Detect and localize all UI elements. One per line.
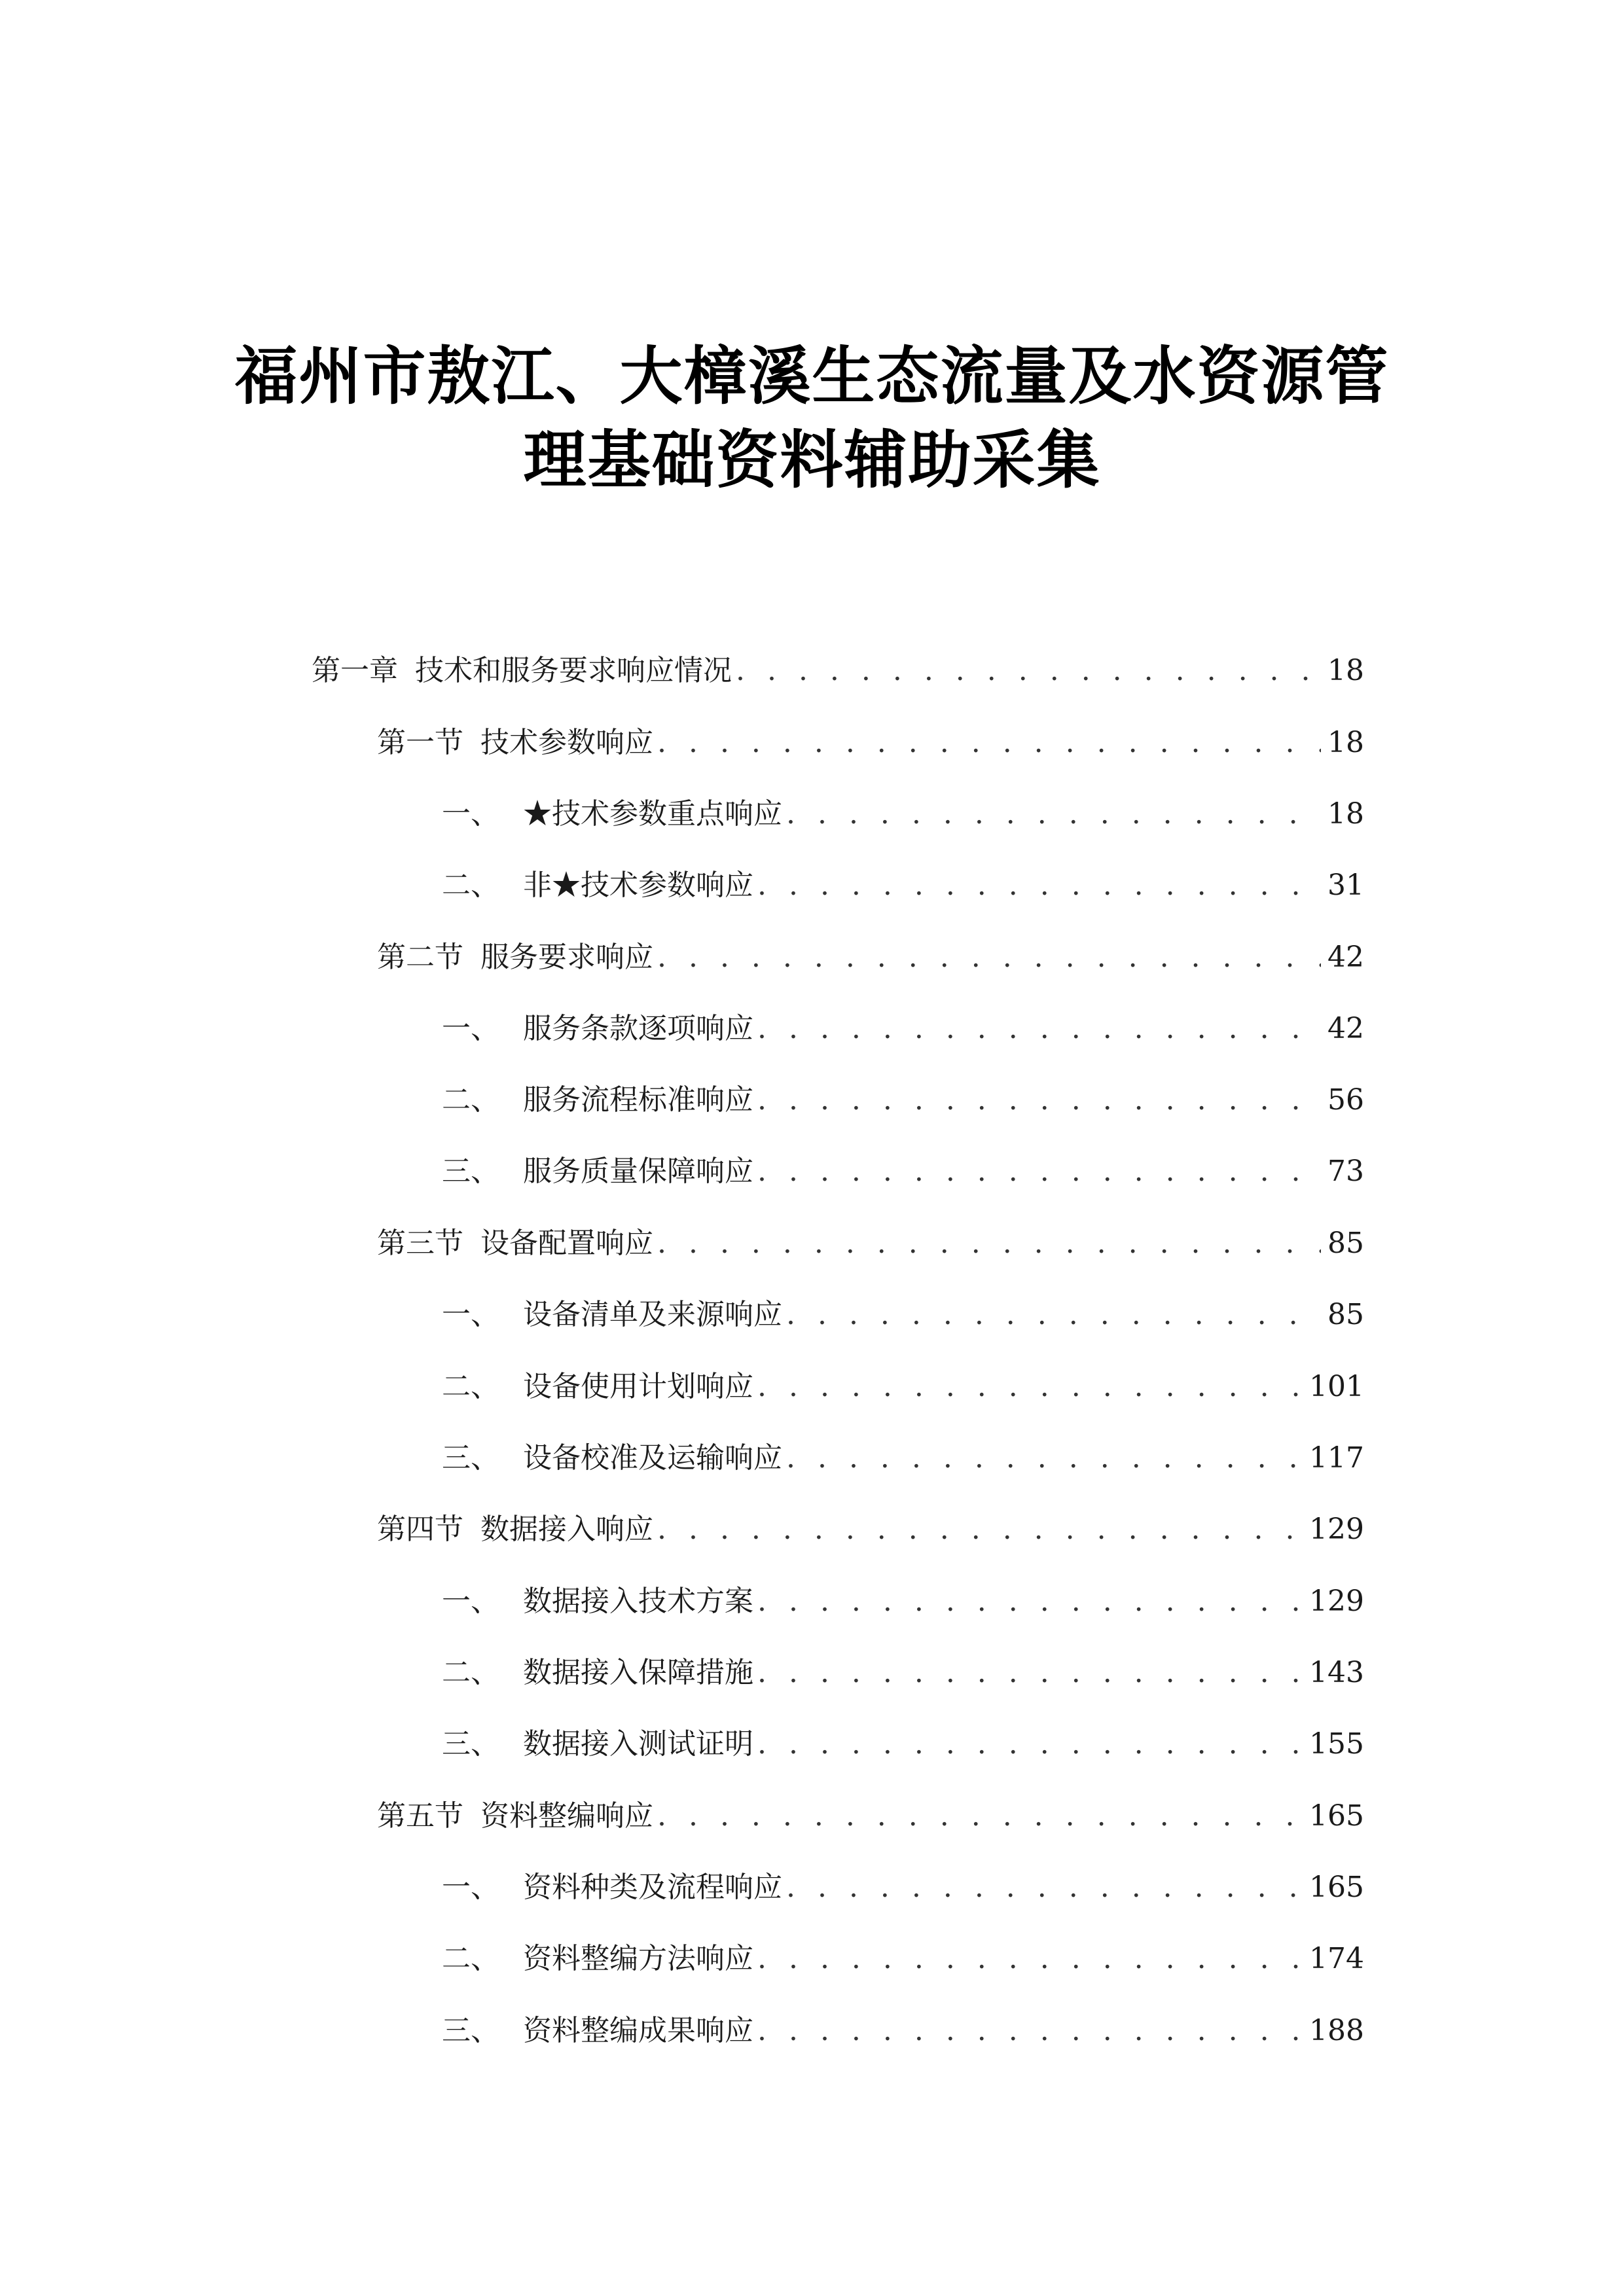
- toc-page-number: 165: [1309, 1871, 1364, 1904]
- toc-page-number: 174: [1309, 1942, 1364, 1975]
- toc-dot-leader: [757, 1718, 1303, 1770]
- toc-dot-leader: [657, 1217, 1321, 1270]
- toc-page-number: 117: [1309, 1441, 1364, 1475]
- toc-entry-number: 第五节: [377, 1799, 463, 1833]
- toc-dot-leader: [757, 1361, 1303, 1413]
- toc-entry-label: ★技术参数重点响应: [523, 797, 782, 831]
- toc-entry-label: 非★技术参数响应: [523, 869, 753, 902]
- toc-page-number: 56: [1327, 1083, 1364, 1117]
- toc-dot-leader: [786, 1289, 1321, 1341]
- toc-entry-item[interactable]: [442, 788, 1364, 840]
- toc-entry-number: 二、: [442, 1370, 499, 1403]
- toc-entry-item[interactable]: [442, 2005, 1364, 2057]
- toc-page-number: 129: [1309, 1585, 1364, 1618]
- toc-entry-number: 三、: [442, 1155, 499, 1188]
- toc-entry-section-4[interactable]: [377, 1503, 1364, 1556]
- toc-entry-item[interactable]: [442, 1145, 1364, 1198]
- toc-entry-item[interactable]: [442, 1074, 1364, 1126]
- toc-entry-number: 二、: [442, 1942, 499, 1975]
- toc-entry-item[interactable]: [442, 1647, 1364, 1699]
- toc-entry-number: 一、: [442, 1871, 499, 1904]
- toc-entry-item[interactable]: [442, 1718, 1364, 1770]
- toc-page-number: 85: [1327, 1227, 1364, 1260]
- toc-page-number: 42: [1327, 1012, 1364, 1045]
- toc-entry-section-1[interactable]: [377, 717, 1364, 769]
- toc-entry-item[interactable]: [442, 1575, 1364, 1628]
- toc-entry-number: 三、: [442, 1727, 499, 1761]
- toc-entry-number: 一、: [442, 1585, 499, 1618]
- toc-entry-label: 设备清单及来源响应: [523, 1298, 782, 1331]
- toc-dot-leader: [657, 931, 1321, 984]
- toc-dot-leader: [757, 1003, 1321, 1055]
- toc-entry-label: 服务条款逐项响应: [523, 1012, 753, 1045]
- toc-dot-leader: [786, 1432, 1303, 1484]
- toc-dot-leader: [786, 1861, 1303, 1914]
- toc-page-number: 42: [1327, 941, 1364, 974]
- toc-entry-number: 第一节: [377, 726, 463, 759]
- toc-entry-label: 数据接入响应: [480, 1513, 653, 1546]
- toc-entry-item[interactable]: [442, 1289, 1364, 1341]
- toc-page-number: 18: [1327, 797, 1364, 831]
- toc-entry-section-5[interactable]: [377, 1790, 1364, 1842]
- toc-entry-label: 技术参数响应: [480, 726, 653, 759]
- toc-page-number: 18: [1327, 654, 1364, 687]
- toc-dot-leader: [757, 1575, 1303, 1628]
- toc-page-number: 85: [1327, 1298, 1364, 1331]
- toc-page-number: 165: [1309, 1799, 1364, 1833]
- toc-entry-label: 服务要求响应: [480, 941, 653, 974]
- toc-dot-leader: [757, 1145, 1321, 1198]
- toc-dot-leader: [757, 1647, 1303, 1699]
- toc-entry-number: 二、: [442, 869, 499, 902]
- toc-entry-number: 二、: [442, 1083, 499, 1117]
- toc-entry-label: 服务流程标准响应: [523, 1083, 753, 1117]
- toc-dot-leader: [757, 859, 1321, 912]
- toc-entry-item[interactable]: [442, 1361, 1364, 1413]
- toc-entry-label: 设备校准及运输响应: [523, 1441, 782, 1475]
- toc-dot-leader: [757, 1074, 1321, 1126]
- toc-dot-leader: [786, 788, 1321, 840]
- toc-entry-number: 第一章: [312, 654, 398, 687]
- toc-entry-chapter-1[interactable]: [312, 645, 1364, 697]
- toc-entry-number: 第四节: [377, 1513, 463, 1546]
- toc-entry-number: 一、: [442, 1012, 499, 1045]
- toc-page-number: 101: [1309, 1370, 1364, 1403]
- toc-page-number: 188: [1309, 2014, 1364, 2047]
- toc-entry-item[interactable]: [442, 1432, 1364, 1484]
- toc-entry-label: 数据接入测试证明: [523, 1727, 753, 1761]
- toc-entry-number: 三、: [442, 2014, 499, 2047]
- toc-entry-number: 三、: [442, 1441, 499, 1475]
- toc-entry-label: 资料整编响应: [480, 1799, 653, 1833]
- toc-entry-item[interactable]: [442, 1003, 1364, 1055]
- document-title-line-1: 福州市敖江、大樟溪生态流量及水资源管: [234, 339, 1390, 413]
- toc-entry-label: 资料整编方法响应: [523, 1942, 753, 1975]
- toc-entry-number: 第二节: [377, 941, 463, 974]
- toc-entry-number: 一、: [442, 1298, 499, 1331]
- toc-entry-label: 数据接入技术方案: [523, 1585, 753, 1618]
- toc-page-number: 18: [1327, 726, 1364, 759]
- toc-dot-leader: [757, 2005, 1303, 2057]
- toc-dot-leader: [657, 1790, 1303, 1842]
- toc-entry-label: 设备使用计划响应: [523, 1370, 753, 1403]
- toc-entry-label: 资料整编成果响应: [523, 2014, 753, 2047]
- toc-entry-label: 技术和服务要求响应情况: [415, 654, 732, 687]
- toc-entry-item[interactable]: [442, 859, 1364, 912]
- toc-page-number: 129: [1309, 1513, 1364, 1546]
- toc-page-number: 155: [1309, 1727, 1364, 1761]
- toc-entry-item[interactable]: [442, 1861, 1364, 1914]
- toc-entry-label: 数据接入保障措施: [523, 1656, 753, 1689]
- toc-page-number: 73: [1327, 1155, 1364, 1188]
- toc-entry-number: 第三节: [377, 1227, 463, 1260]
- toc-entry-section-3[interactable]: [377, 1217, 1364, 1270]
- toc-dot-leader: [757, 1933, 1303, 1985]
- toc-entry-section-2[interactable]: [377, 931, 1364, 984]
- toc-entry-label: 资料种类及流程响应: [523, 1871, 782, 1904]
- toc-dot-leader: [657, 717, 1321, 769]
- document-title-line-2: 理基础资料辅助采集: [523, 423, 1101, 497]
- toc-dot-leader: [736, 645, 1321, 697]
- toc-entry-label: 服务质量保障响应: [523, 1155, 753, 1188]
- toc-dot-leader: [657, 1503, 1303, 1556]
- toc-entry-number: 二、: [442, 1656, 499, 1689]
- toc-entry-number: 一、: [442, 797, 499, 831]
- toc-entry-label: 设备配置响应: [480, 1227, 653, 1260]
- toc-page-number: 31: [1327, 869, 1364, 902]
- toc-page-number: 143: [1309, 1656, 1364, 1689]
- toc-entry-item[interactable]: [442, 1933, 1364, 1985]
